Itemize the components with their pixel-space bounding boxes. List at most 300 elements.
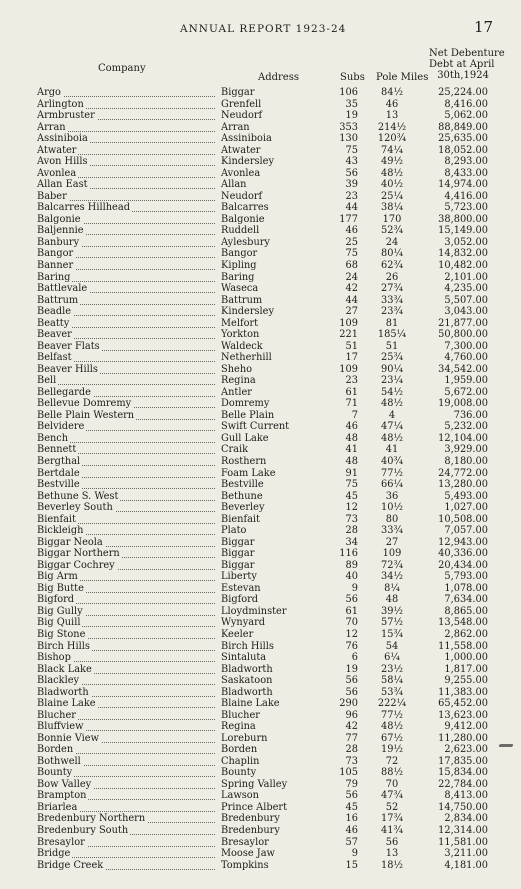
company-name: Arlington — [37, 98, 84, 110]
company-cell — [37, 583, 215, 595]
address-cell: Neudorf — [221, 110, 263, 122]
debt-cell: 1,078.00 — [444, 582, 488, 594]
table-row — [0, 687, 521, 699]
pole-miles-cell: 40½ — [381, 179, 403, 191]
debt-cell: 3,052.00 — [444, 236, 488, 248]
table-row — [0, 525, 521, 537]
company-name: Bergthal — [37, 456, 81, 467]
address-cell: Battrum — [221, 294, 263, 306]
table-row — [0, 537, 521, 549]
pole-miles-cell: 13 — [385, 848, 399, 860]
debt-cell: 8,293.00 — [444, 156, 488, 168]
address-cell: Melfort — [221, 317, 259, 329]
company-name: Briarlea — [37, 801, 78, 813]
address-cell: Bredenbury — [221, 813, 280, 825]
address-cell: Avonlea — [221, 167, 261, 179]
company-name: Bertdale — [37, 467, 80, 479]
company-name: Blaine Lake — [37, 698, 96, 710]
company-cell — [37, 479, 215, 491]
company-cell — [37, 641, 215, 653]
pole-miles-cell: 8¼ — [384, 582, 400, 594]
company-name: Bow Valley — [37, 778, 92, 790]
debt-cell: 5,493.00 — [444, 490, 488, 502]
table-row — [0, 214, 521, 226]
company-name: Battlevale — [37, 283, 88, 295]
address-cell: Regina — [221, 721, 256, 733]
debt-cell: 11,383.00 — [438, 686, 488, 698]
pole-miles-cell: 58¼ — [381, 675, 403, 687]
company-name: Bennett — [37, 444, 77, 456]
company-table — [0, 87, 521, 871]
table-row — [0, 179, 521, 191]
subs-cell: 34 — [345, 536, 358, 548]
subs-cell: 17 — [345, 352, 358, 364]
pole-miles-cell: 13 — [385, 110, 399, 122]
address-cell: Arran — [221, 121, 250, 133]
company-cell — [37, 260, 215, 272]
subs-cell: 9 — [351, 582, 358, 594]
address-cell: Estevan — [221, 582, 261, 594]
debt-cell: 24,772.00 — [438, 467, 488, 479]
table-row — [0, 468, 521, 480]
company-cell — [37, 756, 215, 768]
subs-cell: 6 — [351, 652, 358, 664]
subs-cell: 25 — [345, 236, 358, 248]
table-row — [0, 306, 521, 318]
table-row — [0, 421, 521, 433]
company-cell — [37, 133, 215, 145]
debt-cell: 3,211.00 — [444, 848, 488, 860]
subs-cell: 75 — [345, 144, 358, 156]
address-cell: Craik — [221, 444, 249, 456]
address-cell: Loreburn — [221, 732, 268, 744]
subs-cell: 68 — [345, 259, 358, 271]
company-cell — [37, 525, 215, 537]
subs-cell: 56 — [345, 167, 358, 179]
company-cell — [37, 237, 215, 249]
address-cell: Borden — [221, 744, 258, 756]
debt-cell: 1,027.00 — [444, 502, 488, 514]
subs-cell: 77 — [345, 732, 358, 744]
company-cell — [37, 156, 215, 168]
debt-cell: 11,581.00 — [438, 836, 488, 848]
subs-cell: 19 — [345, 663, 358, 675]
debt-header-line-3: 30th,1924 — [437, 70, 489, 81]
table-row — [0, 664, 521, 676]
company-cell — [37, 571, 215, 583]
company-name: Brampton — [37, 790, 87, 802]
company-name: Belfast — [37, 352, 72, 364]
debt-cell: 65,452.00 — [438, 698, 488, 710]
address-cell: Regina — [221, 375, 256, 387]
address-cell: Ruddell — [221, 225, 260, 237]
debt-cell: 10,482.00 — [438, 259, 488, 271]
pole-miles-cell: 49½ — [381, 156, 403, 168]
company-cell — [37, 779, 215, 791]
company-name: Bellevue Domremy — [37, 398, 132, 410]
subs-cell: 45 — [345, 801, 358, 813]
table-row — [0, 410, 521, 422]
address-cell: Antler — [221, 386, 252, 398]
table-row — [0, 860, 521, 872]
pole-miles-cell: 33¾ — [381, 525, 403, 537]
company-cell — [37, 698, 215, 710]
table-row — [0, 733, 521, 745]
company-cell — [37, 364, 215, 376]
subs-cell: 109 — [339, 363, 358, 375]
debt-cell: 5,507.00 — [444, 294, 488, 306]
subs-cell: 48 — [345, 456, 358, 467]
address-cell: Waseca — [221, 283, 259, 295]
address-cell: Spring Valley — [221, 778, 288, 790]
pole-miles-cell: 41¾ — [381, 825, 403, 836]
subs-cell: 56 — [345, 675, 358, 687]
table-row — [0, 594, 521, 606]
table-row — [0, 191, 521, 203]
table-row — [0, 260, 521, 272]
address-cell: Tompkins — [221, 859, 269, 871]
subs-cell: 177 — [339, 213, 358, 225]
pole-miles-cell: 18½ — [381, 859, 403, 871]
company-name: Bench — [37, 432, 69, 444]
company-name: Borden — [37, 744, 74, 756]
company-name: Argo — [37, 87, 61, 98]
table-row — [0, 110, 521, 122]
pole-miles-cell: 23¾ — [381, 306, 403, 318]
pole-miles-cell: 26 — [385, 271, 399, 283]
subs-cell: 71 — [345, 398, 358, 410]
company-name: Bonnie View — [37, 732, 99, 744]
company-cell — [37, 421, 215, 433]
pole-miles-cell: 109 — [382, 548, 402, 560]
company-cell — [37, 594, 215, 606]
company-cell — [37, 272, 215, 284]
debt-cell: 8,416.00 — [444, 98, 488, 110]
address-cell: Plato — [221, 525, 247, 537]
company-cell — [37, 191, 215, 203]
address-cell: Chaplin — [221, 755, 260, 767]
table-row — [0, 514, 521, 526]
pole-miles-cell: 120¾ — [377, 133, 407, 145]
debt-header-line-2: Debt at April — [429, 59, 495, 70]
table-row — [0, 352, 521, 364]
company-name: Bothwell — [37, 755, 81, 767]
company-name: Bishop — [37, 652, 71, 664]
debt-cell: 2,623.00 — [444, 744, 488, 756]
address-cell: Biggar — [221, 548, 255, 560]
table-row — [0, 225, 521, 237]
company-name: Banner — [37, 259, 74, 271]
table-row — [0, 813, 521, 825]
table-row — [0, 364, 521, 376]
subs-cell: 56 — [345, 594, 358, 606]
table-row — [0, 744, 521, 756]
company-name: Bridge Creek — [37, 859, 104, 871]
table-row — [0, 560, 521, 572]
table-row — [0, 491, 521, 503]
pole-miles-cell: 66¼ — [381, 479, 403, 491]
pole-miles-cell: 90¼ — [381, 363, 403, 375]
debt-cell: 21,877.00 — [438, 317, 488, 329]
company-name: Avonlea — [37, 167, 77, 179]
table-row — [0, 848, 521, 860]
debt-cell: 19,008.00 — [438, 398, 488, 410]
debt-cell: 13,623.00 — [438, 709, 488, 721]
subs-cell: 23 — [345, 375, 358, 387]
subs-cell: 290 — [339, 698, 358, 710]
debt-cell: 34,542.00 — [438, 363, 488, 375]
subs-cell: 75 — [345, 479, 358, 491]
debt-cell: 736.00 — [453, 409, 488, 421]
address-cell: Sheho — [221, 363, 253, 375]
table-row — [0, 295, 521, 307]
debt-cell: 12,943.00 — [438, 536, 488, 548]
company-name: Blucher — [37, 709, 76, 721]
company-name: Blackley — [37, 675, 80, 687]
pole-miles-cell: 54 — [385, 640, 399, 652]
company-name: Bienfait — [37, 513, 76, 525]
table-row — [0, 145, 521, 157]
debt-cell: 3,043.00 — [444, 306, 488, 318]
address-cell: Bresaylor — [221, 836, 269, 848]
company-cell — [37, 179, 215, 191]
table-row — [0, 202, 521, 214]
debt-cell: 8,413.00 — [444, 790, 488, 802]
subs-cell: 73 — [345, 755, 358, 767]
debt-cell: 11,558.00 — [438, 640, 488, 652]
table-row — [0, 502, 521, 514]
address-cell: Kindersley — [221, 306, 275, 318]
table-row — [0, 825, 521, 837]
pole-miles-cell: 53¾ — [381, 686, 403, 698]
debt-cell: 20,434.00 — [438, 559, 488, 571]
debt-cell: 2,834.00 — [444, 813, 488, 825]
column-header-subs: Subs — [340, 72, 365, 83]
column-header-debenture-debt — [429, 48, 505, 81]
subs-cell: 42 — [345, 283, 358, 295]
company-cell — [37, 629, 215, 641]
address-cell: Bienfait — [221, 513, 260, 525]
subs-cell: 76 — [345, 640, 358, 652]
table-row — [0, 710, 521, 722]
company-name: Baring — [37, 271, 71, 283]
pole-miles-cell: 40¾ — [381, 456, 403, 467]
pole-miles-cell: 10½ — [381, 502, 403, 514]
company-name: Balcarres Hillhead — [37, 202, 130, 214]
debt-cell: 1,959.00 — [444, 375, 488, 387]
table-row — [0, 606, 521, 618]
pole-miles-cell: 36 — [385, 490, 399, 502]
pole-miles-cell: 25¾ — [381, 352, 403, 364]
debt-cell: 12,314.00 — [438, 825, 488, 836]
pole-miles-cell: 48 — [385, 594, 399, 606]
company-name: Bounty — [37, 767, 73, 779]
debt-cell: 4,760.00 — [444, 352, 488, 364]
subs-cell: 19 — [345, 110, 358, 122]
company-cell — [37, 387, 215, 399]
company-cell — [37, 341, 215, 353]
company-name: Baber — [37, 190, 67, 202]
subs-cell: 106 — [339, 87, 358, 98]
subs-cell: 46 — [345, 421, 358, 433]
company-cell — [37, 514, 215, 526]
company-name: Biggar Cochrey — [37, 559, 115, 571]
column-header-company: Company — [98, 63, 146, 74]
company-name: Beatty — [37, 317, 70, 329]
debt-cell: 38,800.00 — [438, 213, 488, 225]
company-cell — [37, 398, 215, 410]
company-cell — [37, 802, 215, 814]
table-row — [0, 375, 521, 387]
pole-miles-cell: 67½ — [381, 732, 403, 744]
company-name: Big Gully — [37, 605, 83, 617]
debt-cell: 15,834.00 — [438, 767, 488, 779]
pole-miles-cell: 15¾ — [381, 628, 403, 640]
subs-cell: 109 — [339, 317, 358, 329]
subs-cell: 75 — [345, 248, 358, 260]
table-row — [0, 341, 521, 353]
company-name: Bigford — [37, 594, 75, 606]
company-name: Big Quill — [37, 617, 81, 629]
table-row — [0, 779, 521, 791]
subs-cell: 70 — [345, 617, 358, 629]
table-row — [0, 571, 521, 583]
company-cell — [37, 606, 215, 618]
pole-miles-cell: 27¾ — [381, 283, 403, 295]
company-cell — [37, 675, 215, 687]
subs-cell: 28 — [345, 525, 358, 537]
address-cell: Atwater — [221, 144, 261, 156]
address-cell: Neudorf — [221, 190, 263, 202]
address-cell: Baring — [221, 271, 255, 283]
company-name: Assiniboia — [37, 133, 88, 145]
debt-cell: 7,057.00 — [444, 525, 488, 537]
company-cell — [37, 767, 215, 779]
company-cell — [37, 537, 215, 549]
pole-miles-cell: 72¾ — [381, 559, 403, 571]
pole-miles-cell: 48½ — [381, 721, 403, 733]
table-row — [0, 629, 521, 641]
company-name: Biggar Neola — [37, 536, 103, 548]
company-cell — [37, 214, 215, 226]
company-cell — [37, 306, 215, 318]
address-cell: Yorkton — [221, 329, 260, 341]
debt-cell: 18,052.00 — [438, 144, 488, 156]
address-cell: Bredenbury — [221, 825, 280, 836]
address-cell: Kipling — [221, 259, 257, 271]
subs-cell: 51 — [345, 340, 358, 352]
subs-cell: 46 — [345, 825, 358, 836]
debt-cell: 88,849.00 — [438, 121, 488, 133]
company-name: Bellegarde — [37, 386, 91, 398]
debt-cell: 8,180.00 — [444, 456, 488, 467]
company-name: Black Lake — [37, 663, 92, 675]
table-row — [0, 767, 521, 779]
debt-cell: 5,793.00 — [444, 571, 488, 583]
pole-miles-cell: 23½ — [381, 663, 403, 675]
address-cell: Birch Hills — [221, 640, 274, 652]
subs-cell: 89 — [345, 559, 358, 571]
debt-cell: 5,672.00 — [444, 386, 488, 398]
subs-cell: 44 — [345, 202, 358, 214]
address-cell: Swift Current — [221, 421, 290, 433]
pole-miles-cell: 52¾ — [381, 225, 403, 237]
table-row — [0, 652, 521, 664]
address-cell: Waldeck — [221, 340, 263, 352]
company-name: Beaver Hills — [37, 363, 98, 375]
table-row — [0, 156, 521, 168]
company-name: Bangor — [37, 248, 74, 260]
debt-cell: 50,800.00 — [438, 329, 488, 341]
pole-miles-cell: 51 — [385, 340, 399, 352]
debt-cell: 5,232.00 — [444, 421, 488, 433]
company-cell — [37, 468, 215, 480]
pole-miles-cell: 17¾ — [381, 813, 403, 825]
pole-miles-cell: 39½ — [381, 605, 403, 617]
subs-cell: 46 — [345, 225, 358, 237]
debt-cell: 1,817.00 — [444, 663, 488, 675]
subs-cell: 353 — [339, 121, 358, 133]
company-cell — [37, 664, 215, 676]
pole-miles-cell: 34½ — [381, 571, 403, 583]
address-cell: Balcarres — [221, 202, 269, 214]
page-number: 17 — [474, 18, 494, 36]
running-title: ANNUAL REPORT 1923-24 — [180, 23, 347, 35]
table-row — [0, 318, 521, 330]
page-header — [0, 6, 521, 36]
company-name: Arran — [37, 121, 66, 133]
pole-miles-cell: 33¾ — [381, 294, 403, 306]
company-cell — [37, 790, 215, 802]
company-cell — [37, 825, 215, 837]
debt-cell: 4,416.00 — [444, 190, 488, 202]
subs-cell: 9 — [351, 848, 358, 860]
debt-cell: 4,181.00 — [444, 859, 488, 871]
debt-cell: 14,750.00 — [438, 801, 488, 813]
address-cell: Prince Albert — [221, 801, 288, 813]
company-name: Baljennie — [37, 225, 84, 237]
address-cell: Bestville — [221, 479, 264, 491]
address-cell: Lloydminster — [221, 605, 287, 617]
address-cell: Bounty — [221, 767, 257, 779]
table-row — [0, 329, 521, 341]
address-cell: Sintaluta — [221, 652, 267, 664]
company-name: Biggar Northern — [37, 548, 120, 560]
subs-cell: 41 — [345, 444, 358, 456]
company-name: Bell — [37, 375, 57, 387]
pole-miles-cell: 56 — [385, 836, 399, 848]
debt-cell: 3,929.00 — [444, 444, 488, 456]
company-name: Bredenbury Northern — [37, 813, 146, 825]
debt-cell: 14,974.00 — [438, 179, 488, 191]
table-row — [0, 802, 521, 814]
table-row — [0, 790, 521, 802]
pole-miles-cell: 80¼ — [381, 248, 403, 260]
table-row — [0, 721, 521, 733]
subs-cell: 56 — [345, 686, 358, 698]
table-row — [0, 122, 521, 134]
pole-miles-cell: 46 — [385, 98, 399, 110]
company-name: Armbruster — [37, 110, 95, 122]
pole-miles-cell: 57½ — [381, 617, 403, 629]
table-row — [0, 283, 521, 295]
pole-miles-cell: 48½ — [381, 398, 403, 410]
company-cell — [37, 860, 215, 872]
table-row — [0, 675, 521, 687]
pole-miles-cell: 48½ — [381, 167, 403, 179]
address-cell: Bigford — [221, 594, 259, 606]
subs-cell: 221 — [339, 329, 358, 341]
